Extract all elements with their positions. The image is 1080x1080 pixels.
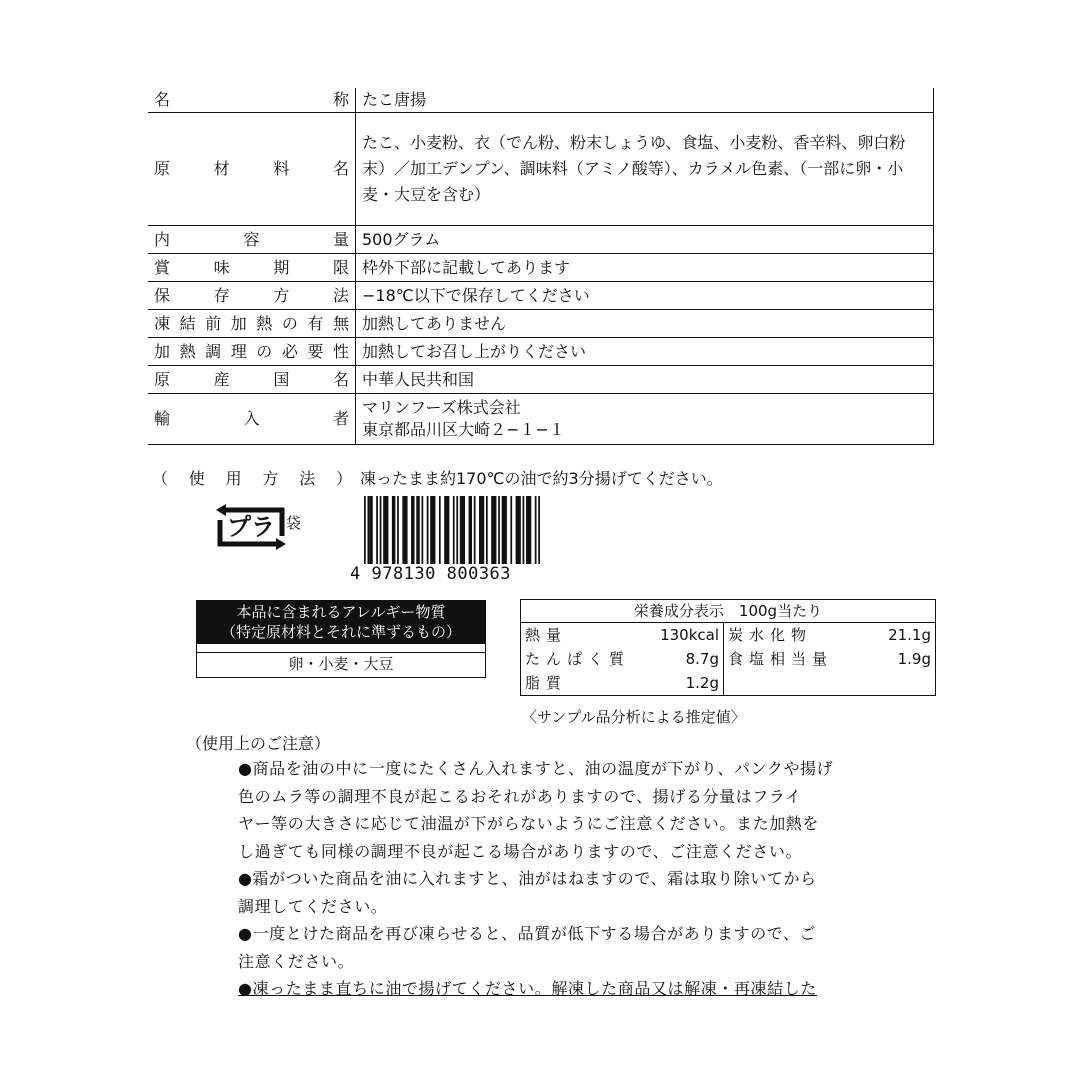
label-char: 加 — [154, 341, 171, 361]
value-cell: 加熱してありません — [356, 310, 934, 338]
label-char: 有 — [307, 313, 324, 333]
label-cell — [148, 88, 356, 113]
barcode-bar — [430, 496, 435, 564]
label-char: の — [256, 341, 273, 361]
paren-close: ） — [335, 469, 352, 488]
label-char: 名 — [332, 369, 349, 389]
label-char: 材 — [213, 159, 230, 178]
barcode-bar — [474, 496, 476, 564]
barcode-bar — [491, 496, 496, 564]
nutrition-grid — [521, 623, 935, 695]
label-cell — [148, 282, 356, 310]
label-char: 調 — [205, 341, 222, 361]
barcode-bar — [392, 496, 395, 564]
row-ingredients — [148, 113, 934, 226]
label-char: 産 — [213, 369, 230, 389]
barcode-bar — [469, 496, 472, 564]
importer-address: 東京都品川区大崎２−１−１ — [362, 420, 565, 439]
label-char: 内 — [154, 229, 171, 249]
barcode-bar — [479, 496, 484, 564]
caution-title: （使用上のご注意） — [186, 734, 331, 753]
nutrient-value: 21.1g — [888, 626, 931, 644]
paren-open: （ — [152, 469, 169, 488]
nutrition-row — [521, 647, 723, 671]
label-char: 法 — [332, 285, 349, 305]
usage-line — [152, 466, 723, 489]
nutrition-row — [724, 647, 935, 671]
value-cell: たこ唐揚 — [356, 88, 934, 113]
nutrition-note: 〈サンプル品分析による推定値〉 — [522, 708, 746, 726]
nutrient-name: たんぱく質 — [525, 650, 631, 668]
value-cell: 500グラム — [356, 226, 934, 254]
barcode-bar — [516, 496, 521, 564]
barcode-bar — [427, 496, 429, 564]
barcode-bar — [369, 496, 372, 564]
label-char: 称 — [332, 90, 349, 109]
nutrition-table — [520, 599, 936, 696]
recycle-suffix: 袋 — [286, 514, 302, 532]
barcode-bar — [526, 496, 531, 564]
nutrient-value: 1.2g — [685, 674, 719, 692]
label-char: 要 — [307, 341, 324, 361]
label-cell — [148, 254, 356, 282]
label-char: 無 — [332, 313, 349, 333]
recycle-mark-text: プラ — [227, 513, 275, 541]
caution-item: ●凍ったまま直ちに油で揚げてください。解凍した商品又は解凍・再凍結した — [238, 979, 817, 998]
label-char: 料 — [273, 159, 290, 178]
label-char: 名 — [332, 159, 349, 178]
nutrition-row — [521, 623, 723, 647]
barcode-bar — [502, 496, 507, 564]
label-char: 容 — [243, 229, 260, 249]
barcode-bar — [498, 496, 500, 564]
label-cell — [148, 113, 356, 226]
nutrient-value: 1.9g — [897, 650, 931, 668]
label-char: 方 — [273, 285, 290, 305]
usage-char: 法 — [299, 469, 316, 488]
barcode-bar — [422, 496, 424, 564]
caution-list — [238, 755, 888, 1003]
barcode-bar — [411, 496, 414, 564]
usage-label — [152, 466, 360, 489]
label-char: 理 — [230, 341, 247, 361]
label-char: 存 — [213, 285, 230, 305]
nutrient-name: 熱量 — [525, 626, 568, 644]
usage-char: 用 — [225, 469, 242, 488]
value-cell: 中華人民共和国 — [356, 366, 934, 394]
nutrition-row — [724, 623, 935, 647]
value-cell — [356, 394, 934, 445]
barcode-bar — [380, 496, 382, 564]
row-name — [148, 88, 934, 113]
label-char: 性 — [332, 341, 349, 361]
barcode-bar — [439, 496, 441, 564]
barcode-bar — [383, 496, 388, 564]
barcode-bar — [460, 496, 465, 564]
label-char: 凍 — [154, 313, 171, 333]
label-char: 保 — [154, 285, 171, 305]
barcode-bar — [538, 496, 540, 564]
label-char: 必 — [281, 341, 298, 361]
nutrient-name: 脂質 — [525, 674, 568, 692]
label-char: 賞 — [154, 257, 171, 277]
usage-text: 凍ったまま約170℃の油で約3分揚げてください。 — [360, 469, 723, 488]
barcode-bar — [364, 496, 366, 564]
label-char: の — [281, 313, 298, 333]
label-char: 名 — [154, 90, 171, 109]
label-char: 量 — [332, 229, 349, 249]
nutrient-value: 130kcal — [660, 626, 719, 644]
value-cell: たこ、小麦粉、衣（でん粉、粉末しょうゆ、食塩、小麦粉、香辛料、卵白粉末）／加工デンプン、調味料（アミノ酸等）、カラメル色素、（一部に卵・小麦・大豆を含む） — [356, 113, 934, 226]
product-label-table — [148, 88, 934, 445]
label-char: 国 — [273, 369, 290, 389]
allergen-header — [197, 601, 485, 644]
label-cell — [148, 338, 356, 366]
barcode-bar — [456, 496, 458, 564]
nutrition-row — [521, 671, 723, 695]
row-origin — [148, 366, 934, 394]
label-cell — [148, 366, 356, 394]
label-char: 原 — [154, 159, 171, 178]
barcode-bar — [453, 496, 455, 564]
nutrient-name: 炭水化物 — [728, 626, 813, 644]
nutrition-title: 栄養成分表示 100g当たり — [521, 600, 935, 623]
label-char: 味 — [213, 257, 230, 277]
allergen-header-line: （特定原材料とそれに準ずるもの） — [220, 623, 461, 641]
caution-item: ●商品を油の中に一度にたくさん入れますと、油の温度が下がり、パンクや揚げ 色のムラ等の調理不良が起こるおそれがありますので、揚げる分量はフライ ヤー等の大きさに応じて油温が下がらないようにご注意ください。また加熱を し過ぎても同様の調理不良が起こる場合がありますので、ご注意ください。 — [238, 759, 834, 861]
barcode-bar — [367, 496, 369, 564]
barcode-bar — [444, 496, 449, 564]
value-cell: −18℃以下で保存してください — [356, 282, 934, 310]
barcode-bar — [402, 496, 407, 564]
nutrition-column-right — [724, 623, 935, 695]
barcode-bar — [523, 496, 525, 564]
caution-item: ●一度とけた商品を再び凍らせると、品質が低下する場合がありますので、ご 注意ください。 — [238, 924, 817, 971]
row-importer — [148, 394, 934, 445]
barcode-bar — [416, 496, 419, 564]
label-char: 入 — [243, 409, 260, 428]
row-best-before — [148, 254, 934, 282]
row-cooking — [148, 338, 934, 366]
nutrition-column-left — [521, 623, 724, 695]
barcode-bar — [376, 496, 378, 564]
label-cell — [148, 226, 356, 254]
label-char: 限 — [332, 257, 349, 277]
nutrient-value: 8.7g — [685, 650, 719, 668]
row-quantity — [148, 226, 934, 254]
nutrient-name: 食塩相当量 — [728, 650, 834, 668]
label-cell — [148, 310, 356, 338]
label-char: 期 — [273, 257, 290, 277]
label-cell — [148, 394, 356, 445]
caution-item: ●霜がついた商品を油に入れますと、油がはねますので、霜は取り除いてから 調理してください。 — [238, 869, 817, 916]
importer-name: マリンフーズ株式会社 — [362, 398, 521, 417]
label-char: 熱 — [179, 341, 196, 361]
usage-char: 方 — [262, 469, 279, 488]
barcode-image — [358, 494, 548, 568]
label-char: 加 — [230, 313, 247, 333]
barcode-bar — [397, 496, 399, 564]
label-char: 原 — [154, 369, 171, 389]
label-char: 者 — [332, 409, 349, 428]
allergen-box — [196, 600, 486, 678]
usage-char: 使 — [188, 469, 205, 488]
barcode-digits: 4 978130 800363 — [350, 564, 512, 584]
row-storage — [148, 282, 934, 310]
barcode-bar — [510, 496, 512, 564]
barcode-bar — [535, 496, 537, 564]
label-char: 熱 — [256, 313, 273, 333]
row-preheat — [148, 310, 934, 338]
allergen-header-line: 本品に含まれるアレルギー物質 — [236, 603, 446, 621]
value-cell: 枠外下部に記載してあります — [356, 254, 934, 282]
barcode-bar — [486, 496, 488, 564]
allergen-list: 卵・小麦・大豆 — [197, 652, 485, 677]
value-cell: 加熱してお召し上がりください — [356, 338, 934, 366]
label-char: 結 — [179, 313, 196, 333]
label-char: 輸 — [154, 409, 171, 428]
label-char: 前 — [205, 313, 222, 333]
